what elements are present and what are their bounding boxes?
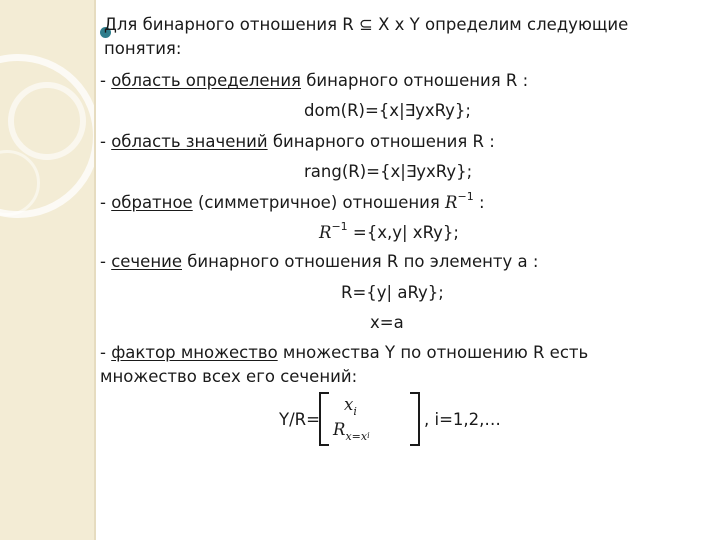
exponent: −1 xyxy=(331,220,348,233)
subset-symbol: ⊆ xyxy=(359,15,373,34)
formula-part: rang(R)={x| xyxy=(304,162,406,181)
factor-formula-bottom xyxy=(333,420,370,443)
dash: - xyxy=(100,193,112,212)
decorative-ring xyxy=(8,82,86,160)
range-definition xyxy=(100,132,495,152)
factor-formula-top xyxy=(344,395,357,417)
exponent: −1 xyxy=(457,190,474,203)
domain-rest: бинарного отношения R : xyxy=(301,71,529,90)
dash: - xyxy=(100,71,112,90)
range-rest: бинарного отношения R : xyxy=(267,132,495,151)
range-term: область значений xyxy=(111,132,268,151)
formula-part: dom(R)={x| xyxy=(304,101,405,120)
r-symbol: R xyxy=(445,193,458,212)
factor-term: фактор множество xyxy=(111,343,278,362)
factor-definition-line-2: множество всех его сечений: xyxy=(100,367,358,386)
section-definition xyxy=(100,252,538,272)
formula-part: yxRy}; xyxy=(416,162,473,181)
left-bracket xyxy=(319,392,329,446)
decorative-sidebar xyxy=(0,0,96,540)
section-formula: R={y| aRy}; xyxy=(341,283,444,302)
section-term: сечение xyxy=(111,252,182,271)
intro-text-a: Для бинарного отношения R xyxy=(104,15,354,34)
section-rest: бинарного отношения R по элементу a : xyxy=(182,252,539,271)
section-formula-condition: x=a xyxy=(370,313,404,332)
dash: - xyxy=(100,252,112,271)
x-symbol: x xyxy=(344,395,354,414)
factor-formula-lhs: Y/R= xyxy=(279,410,320,429)
domain-term: область определения xyxy=(111,71,301,90)
range-formula xyxy=(304,162,472,182)
inverse-definition xyxy=(100,190,485,215)
inverse-term: обратное xyxy=(111,193,193,212)
inverse-rest: (симметричное) отношения xyxy=(192,193,446,212)
right-bracket xyxy=(410,392,420,446)
factor-formula-rhs: , i=1,2,… xyxy=(424,410,501,429)
colon: : xyxy=(473,193,485,212)
dash: - xyxy=(100,132,112,151)
formula-part: ={x,y| xRy}; xyxy=(347,223,459,242)
r-symbol: R xyxy=(333,420,346,439)
intro-line-2: понятия: xyxy=(104,39,182,58)
factor-definition xyxy=(100,343,588,363)
dash: - xyxy=(100,343,112,362)
r-symbol: R xyxy=(319,223,332,242)
exists-symbol: ∃ xyxy=(405,162,417,181)
subscript: x=x xyxy=(345,430,368,443)
factor-rest: множества Y по отношению R есть xyxy=(277,343,589,362)
subscript: i xyxy=(353,405,357,418)
formula-part: yxRy}; xyxy=(415,101,471,120)
domain-formula xyxy=(304,101,471,121)
intro-text-b: X x Y определим следующие xyxy=(378,15,629,34)
subscript: i xyxy=(367,431,370,440)
intro-line-1 xyxy=(104,15,628,35)
domain-definition xyxy=(100,71,528,91)
exists-symbol: ∃ xyxy=(404,101,416,120)
inverse-formula xyxy=(319,220,459,245)
sidebar-divider xyxy=(94,0,96,540)
